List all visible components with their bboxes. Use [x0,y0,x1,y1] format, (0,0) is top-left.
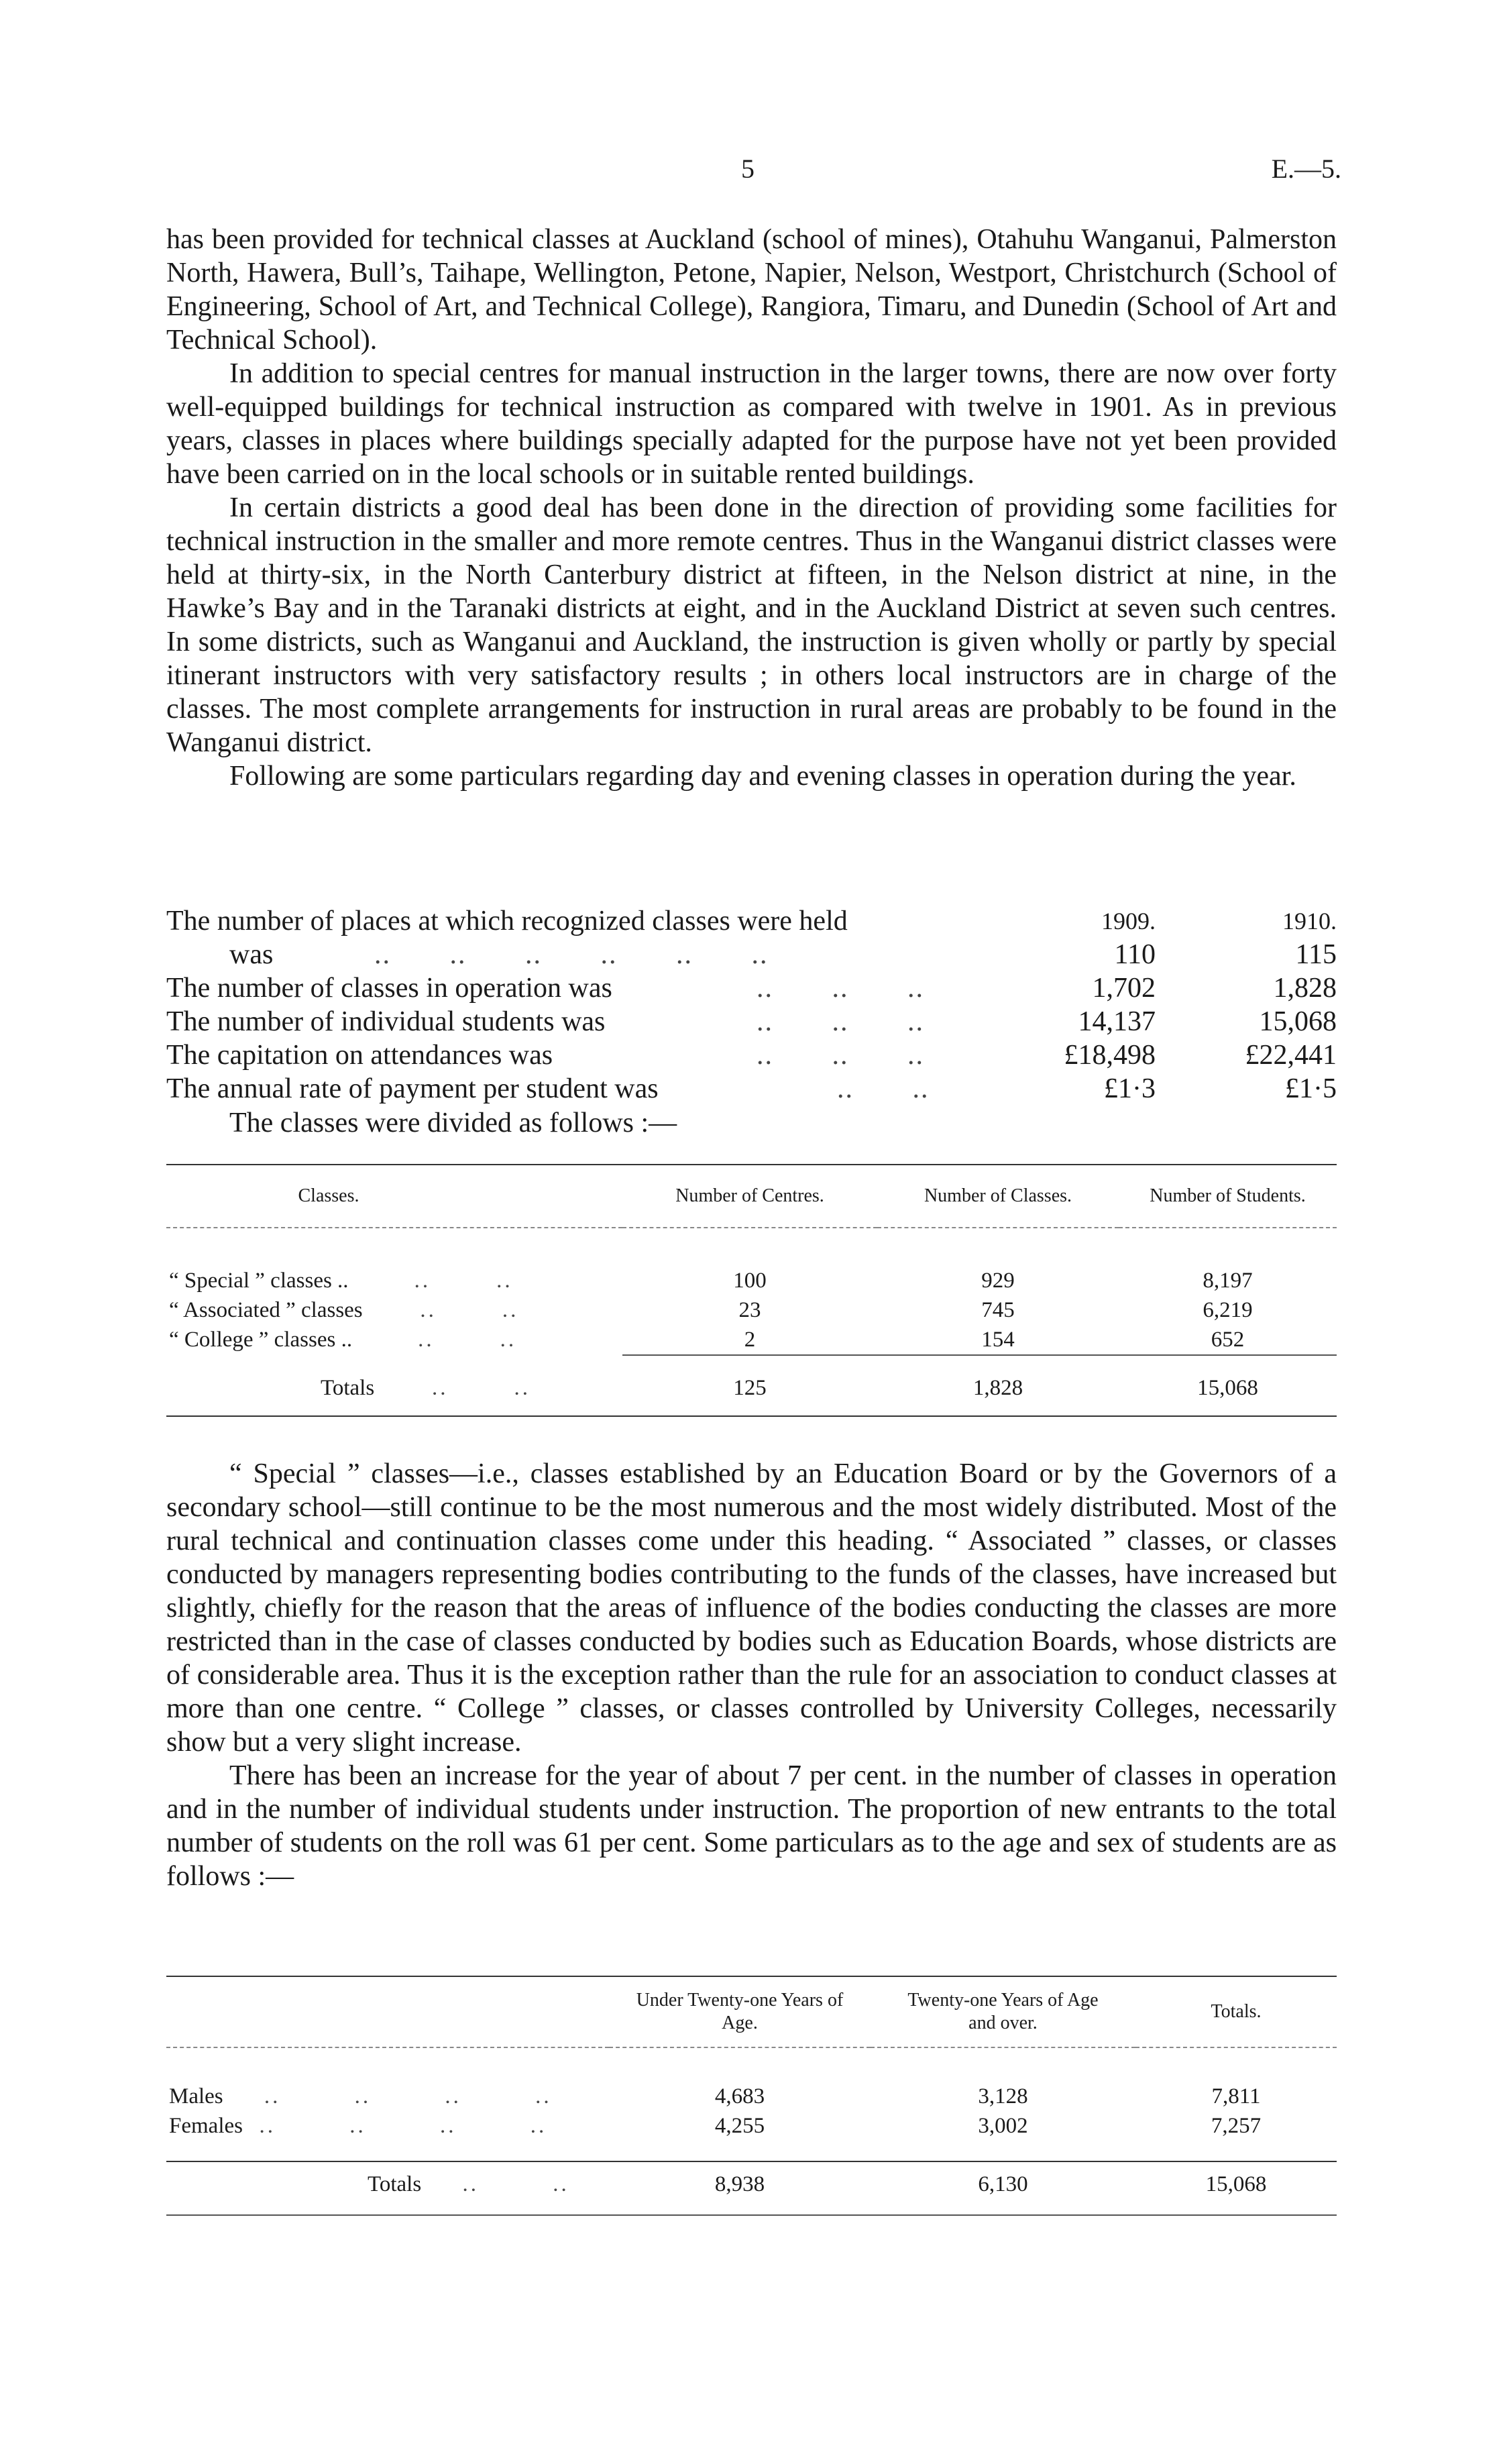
totals-label: Totals .. .. [368,2172,569,2196]
column-header-classes: Classes. [166,1165,622,1228]
over-21-cell: 3,128 [978,2084,1028,2108]
total-cell: 7,811 [1211,2084,1261,2108]
over-21-cell: 3,002 [978,2113,1028,2138]
statistics-summary [166,904,1337,1106]
students-cell: 652 [1119,1325,1337,1355]
classes-cell: 929 [981,1268,1015,1293]
paragraph-5: “ Special ” classes—i.e., classes established by an Education Board or by the Governors of a secondary school—still continue to be the most numerous and the most widely distributed. Most of the rural technical and continuation classes come under this heading. “ Associated ” classes, or classes conducted by managers representing bodies contributing to the funds of the classes, have increased but slightly, chiefly for the reason that the areas of influence of the bodies conducting the classes are more restricted than in the case of classes conducted by bodies such as Education Boards, whose districts are of considerable area. Thus it is the exception rather than the rule for an association to conduct classes at more than one centre. “ College ” classes, or classes controlled by University Colleges, necessarily show but a very slight increase. [166,1458,1337,1758]
students-cell: 8,197 [1203,1268,1253,1293]
stat-value-1909: 14,137 [1078,1006,1156,1037]
classes-table [166,1164,1337,1417]
paragraph-6: There has been an increase for the year of about 7 per cent. in the number of classes in operation and in the number of individual students under instruction. The proportion of new entrants to the total number of students on the roll was 61 per cent. Some particulars as to the age and sex of students are as follows :— [166,1760,1337,1892]
total-cell: 7,257 [1211,2113,1262,2138]
column-header-students: Number of Students. [1119,1165,1337,1228]
stat-value-1909: 1,702 [1092,973,1156,1004]
table-header-row [166,1976,1337,2047]
stat-value-1910: 1,828 [1273,973,1337,1004]
table-row [166,2111,1337,2141]
stat-value-1910: 15,068 [1259,1006,1337,1037]
page-number: 5 [741,154,755,184]
column-header-centres: Number of Centres. [622,1165,877,1228]
students-cell: 6,219 [1203,1297,1253,1322]
stat-label: The number of individual students was [166,1006,606,1037]
year-1910-heading: 1910. [1282,908,1337,934]
stat-value-1909: £18,498 [1064,1040,1156,1071]
page-header [0,153,1505,193]
section-code: E.—5. [1271,154,1341,184]
stat-row [166,1038,1337,1072]
column-header-under-21: Under Twenty-one Years of Age. [609,1976,871,2047]
stat-label: The number of classes in operation was [166,973,612,1004]
stat-row [166,904,1337,938]
totals-total: 15,068 [1205,2172,1267,2196]
row-label: “ Associated ” classes .. .. [169,1297,519,1322]
body-text-continued [166,1457,1337,1893]
column-header-classes-count: Number of Classes. [877,1165,1119,1228]
totals-over-21: 6,130 [978,2172,1028,2196]
table-row [166,1325,1337,1355]
body-text [166,223,1337,793]
table-row [166,1266,1337,1295]
year-1909-heading: 1909. [1101,908,1156,934]
centres-cell: 100 [733,1268,767,1293]
stat-value-1909: £1·3 [1104,1073,1156,1104]
stat-row [166,1005,1337,1038]
totals-students: 15,068 [1197,1375,1258,1400]
row-label: Females .. .. .. .. [169,2113,547,2138]
centres-cell: 23 [738,1297,761,1322]
leader-dots: .. .. .. [757,1040,924,1071]
classes-cell: 745 [981,1297,1015,1322]
paragraph-1: has been provided for technical classes at Auckland (school of mines), Otahuhu Wanganui, Palmerston North, Hawera, Bull’s, Taihape, Wellington, Petone, Napier, Nelson, Westport, Christchurch (School of Engineering, School of Art, and Technical College), Rangiora, Timaru, and Dunedin (School of Art and Technical School). [166,224,1337,356]
age-sex-table [166,1976,1337,2216]
under-21-cell: 4,255 [714,2113,765,2138]
classes-cell: 154 [877,1325,1119,1355]
leader-dots: .. .. [837,1073,930,1104]
stat-label: The capitation on attendances was [166,1040,553,1071]
centres-cell: 2 [622,1325,877,1355]
totals-centres: 125 [733,1375,767,1400]
leader-dots: .. .. .. [757,973,924,1004]
row-label: Males .. .. .. .. [169,2084,552,2108]
stat-value-1910: £22,441 [1245,1040,1337,1071]
paragraph-4: Following are some particulars regarding day and evening classes in operation during the year. [229,761,1296,792]
column-header-21-over: Twenty-one Years of Age and over. [871,1976,1135,2047]
stat-row [166,971,1337,1005]
table-row [166,2082,1337,2111]
under-21-cell: 4,683 [714,2084,765,2108]
stat-value-1910: 115 [1295,939,1337,970]
leader-dots: .. .. .. [757,1006,924,1037]
paragraph-3: In certain districts a good deal has been done in the direction of providing some facilities for technical instruction in the smaller and more remote centres. Thus in the Wanganui district classes were held at thirty-six, in the North Canterbury district at fifteen, in the Nelson district at nine, in the Hawke’s Bay and in the Taranaki districts at eight, and in the Auckland District at seven such centres. In some districts, such as Wanganui and Auckland, the instruction is given wholly or partly by special itinerant instructors with very satisfactory results ; in others local instructors are in charge of the classes. The most complete arrangements for instruction in rural areas are probably to be found in the Wanganui district. [166,492,1337,758]
table-header-row [166,1165,1337,1228]
stat-value-1909: 110 [1114,939,1156,970]
row-label: “ Special ” classes .. .. .. [169,1268,513,1293]
totals-under-21: 8,938 [714,2172,765,2196]
stat-label: The number of places at which recognized classes were held [166,906,848,936]
paragraph-2: In addition to special centres for manual instruction in the larger towns, there are now over forty well-equipped buildings for technical instruction as compared with twelve in 1901. As in previous years, classes in places where buildings specially adapted for the purpose have not yet been provided have been carried on in the local schools or in suitable rented buildings. [166,358,1337,490]
row-label: “ College ” classes .. .. .. [169,1328,517,1352]
totals-label: Totals .. .. [321,1375,531,1400]
classes-intro: The classes were divided as follows :— [229,1108,677,1138]
stat-row [166,938,1337,971]
leader-dots: .. .. .. .. .. .. [374,939,769,970]
table-row [166,1295,1337,1325]
totals-row [166,2161,1337,2215]
totals-classes: 1,828 [972,1375,1023,1400]
stat-row [166,1072,1337,1106]
column-header-blank [166,1976,609,2047]
totals-row [166,1373,1337,1416]
stat-value-1910: £1·5 [1285,1073,1337,1104]
column-header-totals: Totals. [1135,1976,1337,2047]
stat-label: was [229,939,274,970]
stat-label: The annual rate of payment per student was [166,1073,659,1104]
